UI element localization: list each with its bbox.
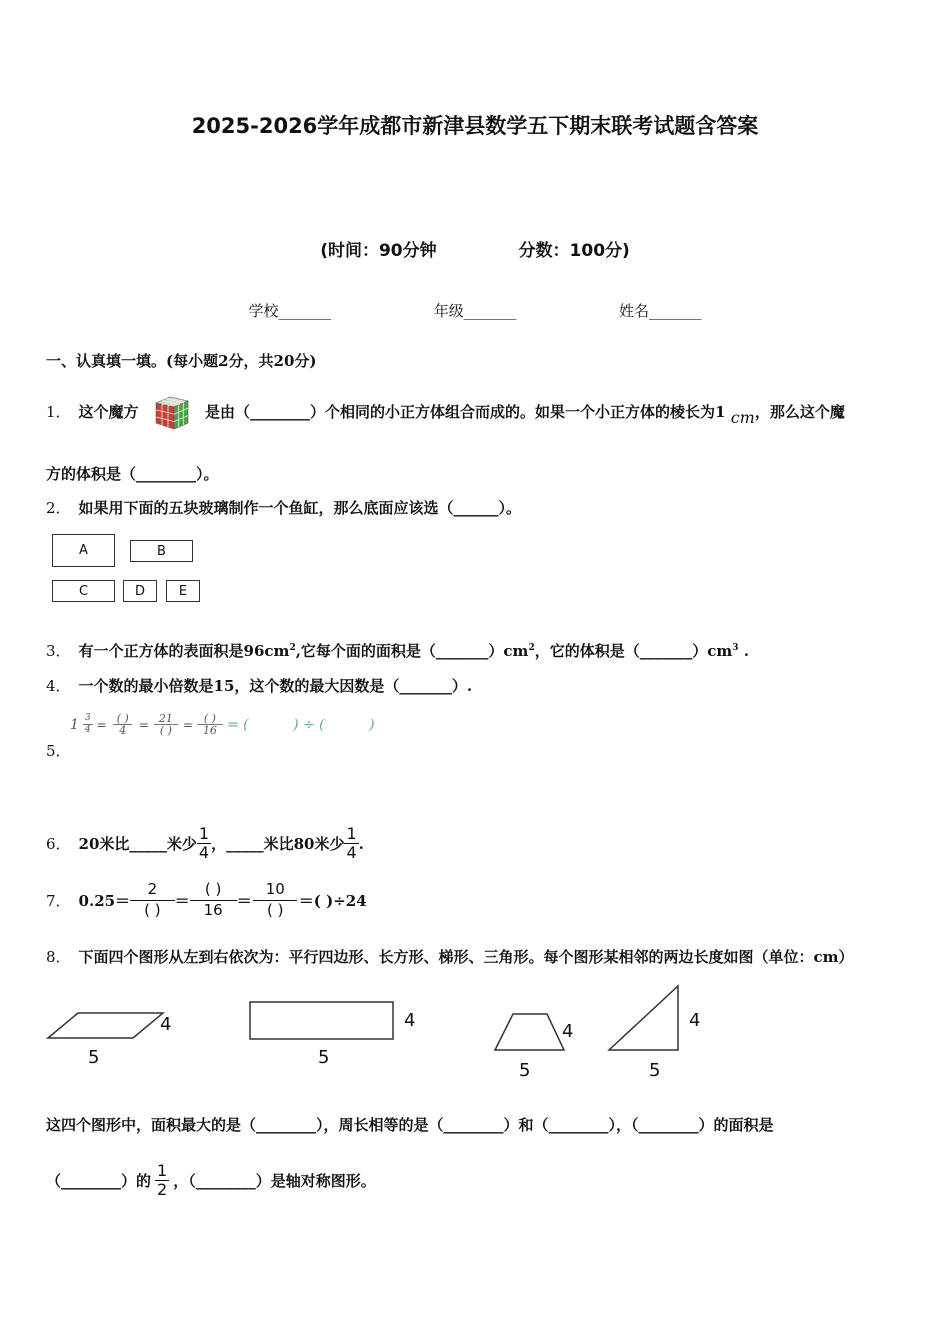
question-8-line-2: （________）的 $\frac{1}{2}$ ，（________）是轴对称图形。 (46, 1161, 376, 1199)
rectangle-base-label: 5 (318, 1047, 330, 1068)
triangle-base-label: 5 (649, 1060, 661, 1081)
section-heading: 一、认真填一填。(每小题2分，共20分) (46, 352, 317, 370)
question-number: 1． (46, 403, 71, 421)
trapezoid-shape (495, 1014, 564, 1050)
rectangle-shape (250, 1002, 393, 1039)
question-1-cont: 方的体积是（________）。 (46, 465, 219, 483)
question-8: 8． 下面四个图形从左到右依次为：平行四边形、长方形、梯形、三角形。每个图形某相邻的两边长度如图（单位：cm） (46, 948, 854, 966)
triangle-side-label: 4 (689, 1010, 701, 1031)
exam-info (0, 236, 950, 261)
question-6: 6． 20米比_____米少 $\frac{1}{4}$ ，_____米比80米少 $\frac{1}{4}$ . (46, 824, 364, 862)
parallelogram-side-label: 4 (160, 1014, 172, 1035)
rectangle-side-label: 4 (404, 1010, 416, 1031)
unit-cm: cm (730, 408, 755, 427)
exam-time: (时间：90分钟 (320, 241, 437, 261)
question-4: 4． 一个数的最小倍数是15，这个数的最大因数是（_______）. (46, 677, 473, 695)
question-1: 1． 这个魔方 是由（________）个相同的小正方体组合而成的。如果一个小正方体的棱长为1 cm，那么这个魔 (46, 392, 845, 433)
question-5-number: 5． (46, 742, 71, 760)
trapezoid-base-label: 5 (519, 1060, 531, 1081)
student-fields (0, 300, 950, 321)
question-2: 2． 如果用下面的五块玻璃制作一个鱼缸，那么底面应该选（______）。 (46, 499, 522, 517)
parallelogram-base-label: 5 (88, 1047, 100, 1068)
question-3: 3． 有一个正方体的表面积是$96cm^2$,它每个面的面积是$(\_\_\_\_\_\_\_)cm^2$，它的体积是$(\_\_\_\_\_\_\_)cm^3$ . (46, 642, 749, 660)
triangle-shape (609, 986, 678, 1050)
glass-a: A (52, 534, 115, 567)
glass-c: C (52, 580, 115, 602)
trapezoid-side-label: 4 (562, 1021, 574, 1042)
grade-field[interactable]: 年级_______ (433, 302, 517, 320)
glass-e: E (166, 580, 200, 602)
rubiks-cube-icon (152, 393, 192, 433)
exam-score: 分数：100分) (518, 241, 630, 261)
glass-b: B (130, 540, 193, 562)
glass-d: D (123, 580, 157, 602)
question-8-line-1: 这四个图形中，面积最大的是（________），周长相等的是（________）和（________），（________）的面积是 (46, 1116, 774, 1134)
shapes-figure (0, 980, 950, 1090)
parallelogram-shape (48, 1013, 163, 1038)
name-field[interactable]: 姓名_______ (619, 302, 702, 320)
school-field[interactable]: 学校_______ (248, 302, 331, 320)
question-7: 7． 0.25＝ 2 ( ) ＝ ( ) 16 ＝ 10 ( ) ＝( )÷24 (46, 880, 367, 919)
page-title: 2025-2026学年成都市新津县数学五下期末联考试题含答案 (191, 114, 759, 138)
question-5-equation: 1 $\frac{3}{4}$ = $\frac{( )}{4}$ = $\frac{21}{( )}$ = $\frac{( )}{16}$ = ( ) ÷ ( ) (70, 712, 375, 737)
